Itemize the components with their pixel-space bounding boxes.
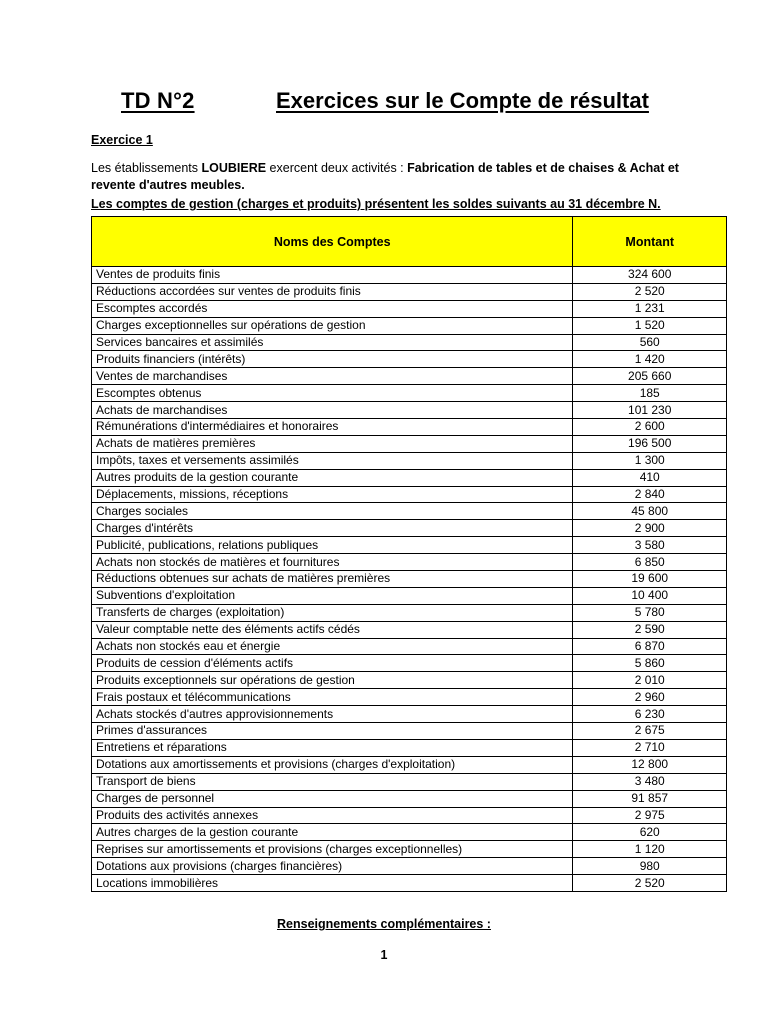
intro-middle: exercent deux activités : — [266, 161, 408, 175]
column-header-amount: Montant — [573, 217, 727, 267]
account-name: Primes d'assurances — [92, 723, 573, 740]
account-name: Achats de marchandises — [92, 402, 573, 419]
intro-prefix: Les établissements — [91, 161, 202, 175]
account-amount: 10 400 — [573, 587, 727, 604]
account-name: Escomptes accordés — [92, 300, 573, 317]
account-amount: 6 850 — [573, 554, 727, 571]
table-row — [92, 554, 727, 571]
account-name: Charges sociales — [92, 503, 573, 520]
table-row — [92, 807, 727, 824]
account-amount: 560 — [573, 334, 727, 351]
account-name: Dotations aux provisions (charges financières) — [92, 858, 573, 875]
account-amount: 1 420 — [573, 351, 727, 368]
account-name: Charges d'intérêts — [92, 520, 573, 537]
account-amount: 2 520 — [573, 875, 727, 892]
table-row — [92, 587, 727, 604]
account-name: Transport de biens — [92, 773, 573, 790]
account-name: Entretiens et réparations — [92, 739, 573, 756]
account-name: Réductions obtenues sur achats de matières premières — [92, 571, 573, 588]
account-name: Valeur comptable nette des éléments actifs cédés — [92, 621, 573, 638]
account-name: Achats stockés d'autres approvisionnements — [92, 706, 573, 723]
account-amount: 2 960 — [573, 689, 727, 706]
account-name: Réductions accordées sur ventes de produits finis — [92, 283, 573, 300]
table-row — [92, 723, 727, 740]
account-amount: 620 — [573, 824, 727, 841]
account-name: Dotations aux amortissements et provisions (charges d'exploitation) — [92, 756, 573, 773]
account-name: Rémunérations d'intermédiaires et honoraires — [92, 419, 573, 436]
table-row — [92, 824, 727, 841]
table-row — [92, 368, 727, 385]
table-row — [92, 875, 727, 892]
table-header-row — [92, 217, 727, 267]
table-row — [92, 334, 727, 351]
table-row — [92, 571, 727, 588]
table-row — [92, 402, 727, 419]
table-row — [92, 739, 727, 756]
table-row — [92, 385, 727, 402]
table-row — [92, 604, 727, 621]
account-amount: 980 — [573, 858, 727, 875]
column-header-name: Noms des Comptes — [92, 217, 573, 267]
account-name: Charges de personnel — [92, 790, 573, 807]
account-name: Frais postaux et télécommunications — [92, 689, 573, 706]
account-amount: 5 780 — [573, 604, 727, 621]
account-amount: 2 675 — [573, 723, 727, 740]
account-name: Services bancaires et assimilés — [92, 334, 573, 351]
table-row — [92, 486, 727, 503]
account-amount: 2 975 — [573, 807, 727, 824]
account-name: Déplacements, missions, réceptions — [92, 486, 573, 503]
account-name: Produits de cession d'éléments actifs — [92, 655, 573, 672]
account-name: Produits des activités annexes — [92, 807, 573, 824]
account-name: Produits exceptionnels sur opérations de gestion — [92, 672, 573, 689]
title-row — [0, 88, 768, 122]
table-row — [92, 469, 727, 486]
table-row — [92, 706, 727, 723]
table-row — [92, 300, 727, 317]
account-amount: 91 857 — [573, 790, 727, 807]
table-row — [92, 452, 727, 469]
table-row — [92, 756, 727, 773]
table-row — [92, 841, 727, 858]
table-row — [92, 537, 727, 554]
table-row — [92, 621, 727, 638]
accounts-note: Les comptes de gestion (charges et produits) présentent les soldes suivants au 31 décembre N. — [91, 197, 661, 211]
td-number-title: TD N°2 — [121, 88, 195, 113]
account-amount: 2 520 — [573, 283, 727, 300]
table-row — [92, 267, 727, 284]
account-amount: 410 — [573, 469, 727, 486]
account-name: Escomptes obtenus — [92, 385, 573, 402]
table-row — [92, 351, 727, 368]
page-title: Exercices sur le Compte de résultat — [276, 88, 649, 113]
table-row — [92, 858, 727, 875]
account-name: Reprises sur amortissements et provisions (charges exceptionnelles) — [92, 841, 573, 858]
table-row — [92, 283, 727, 300]
account-name: Autres charges de la gestion courante — [92, 824, 573, 841]
account-name: Impôts, taxes et versements assimilés — [92, 452, 573, 469]
account-amount: 1 520 — [573, 317, 727, 334]
account-amount: 3 580 — [573, 537, 727, 554]
account-name: Locations immobilières — [92, 875, 573, 892]
table-row — [92, 689, 727, 706]
table-row — [92, 773, 727, 790]
account-name: Achats de matières premières — [92, 435, 573, 452]
account-name: Autres produits de la gestion courante — [92, 469, 573, 486]
accounts-table — [91, 216, 727, 892]
table-row — [92, 435, 727, 452]
account-amount: 196 500 — [573, 435, 727, 452]
account-name: Publicité, publications, relations publiques — [92, 537, 573, 554]
account-name: Achats non stockés eau et énergie — [92, 638, 573, 655]
account-name: Achats non stockés de matières et fournitures — [92, 554, 573, 571]
page-number: 1 — [380, 948, 388, 962]
table-row — [92, 419, 727, 436]
table-row — [92, 317, 727, 334]
account-amount: 324 600 — [573, 267, 727, 284]
account-amount: 5 860 — [573, 655, 727, 672]
account-name: Ventes de produits finis — [92, 267, 573, 284]
table-row — [92, 655, 727, 672]
exercise-label: Exercice 1 — [91, 133, 153, 147]
table-row — [92, 520, 727, 537]
account-amount: 2 900 — [573, 520, 727, 537]
account-amount: 2 840 — [573, 486, 727, 503]
exercise-intro — [91, 160, 691, 194]
account-amount: 12 800 — [573, 756, 727, 773]
table-body — [92, 267, 727, 892]
intro-company: LOUBIERE — [201, 161, 267, 175]
supplementary-info-heading: Renseignements complémentaires : — [277, 917, 491, 931]
account-amount: 3 480 — [573, 773, 727, 790]
account-amount: 1 120 — [573, 841, 727, 858]
table-row — [92, 672, 727, 689]
account-name: Subventions d'exploitation — [92, 587, 573, 604]
table-row — [92, 638, 727, 655]
account-amount: 2 600 — [573, 419, 727, 436]
table-row — [92, 790, 727, 807]
table-row — [92, 503, 727, 520]
account-amount: 6 230 — [573, 706, 727, 723]
account-amount: 2 590 — [573, 621, 727, 638]
account-amount: 185 — [573, 385, 727, 402]
account-amount: 1 300 — [573, 452, 727, 469]
account-amount: 1 231 — [573, 300, 727, 317]
intro-activities: Fabrication de tables et de chaises & Achat et revente d'autres meubles. — [91, 161, 679, 192]
account-amount: 45 800 — [573, 503, 727, 520]
account-name: Ventes de marchandises — [92, 368, 573, 385]
account-amount: 101 230 — [573, 402, 727, 419]
account-amount: 2 710 — [573, 739, 727, 756]
account-name: Charges exceptionnelles sur opérations de gestion — [92, 317, 573, 334]
account-amount: 205 660 — [573, 368, 727, 385]
account-amount: 6 870 — [573, 638, 727, 655]
account-name: Produits financiers (intérêts) — [92, 351, 573, 368]
account-amount: 19 600 — [573, 571, 727, 588]
account-name: Transferts de charges (exploitation) — [92, 604, 573, 621]
account-amount: 2 010 — [573, 672, 727, 689]
